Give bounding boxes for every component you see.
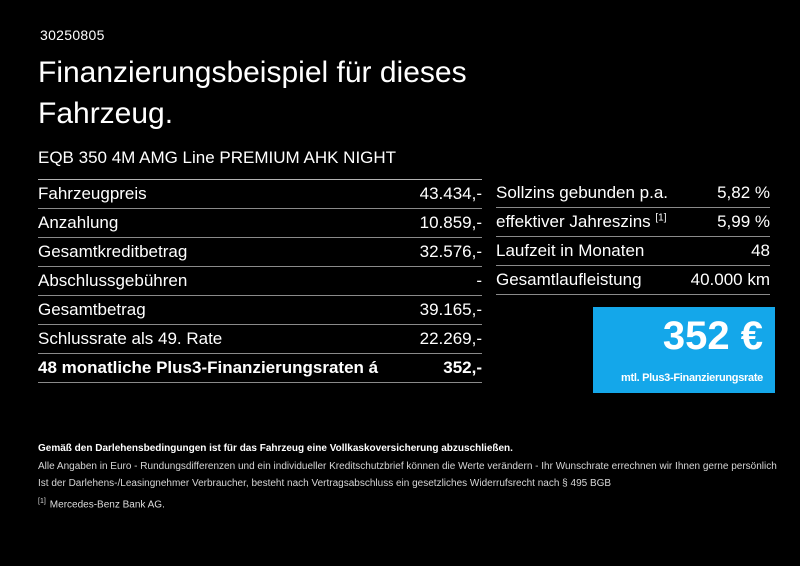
table-row — [38, 180, 482, 209]
monthly-rate-box — [593, 307, 775, 393]
row-label: Anzahlung — [38, 213, 119, 232]
row-value: 10.859,- — [419, 213, 482, 232]
footnote — [38, 498, 165, 510]
page-title — [38, 52, 467, 134]
table-row — [496, 208, 770, 237]
table-row — [38, 267, 482, 296]
table-row-monthly-rate — [38, 354, 482, 383]
table-row — [38, 325, 482, 354]
row-label: Laufzeit in Monaten — [496, 241, 645, 260]
row-label: 48 monatliche Plus3-Finanzierungsraten á — [38, 358, 379, 377]
footer-disclaimer-1: Alle Angaben in Euro - Rundungsdifferenzen und ein individueller Kreditschutzbrief können die Werte verändern - Ihr Wunschrate errechnen wir Ihnen gerne persönlich — [38, 460, 777, 472]
legal-footer — [38, 440, 777, 493]
row-value: 40.000 km — [690, 270, 770, 289]
vehicle-name: EQB 350 4M AMG Line PREMIUM AHK NIGHT — [38, 148, 397, 167]
conditions-table — [496, 179, 770, 295]
finance-table — [38, 179, 482, 383]
row-label: Gesamtbetrag — [38, 300, 146, 319]
monthly-rate-amount: 352 € — [662, 314, 763, 358]
table-row — [38, 296, 482, 325]
table-row — [496, 179, 770, 208]
row-label: Schlussrate als 49. Rate — [38, 329, 223, 348]
row-value: 22.269,- — [419, 329, 482, 348]
page-title-line2: Fahrzeug. — [38, 97, 174, 130]
row-label: Gesamtkreditbetrag — [38, 242, 188, 261]
page-title-line1: Finanzierungsbeispiel für dieses — [38, 56, 467, 89]
row-value: 5,99 % — [717, 212, 770, 231]
table-row — [38, 209, 482, 238]
footer-disclaimer-2: Ist der Darlehens-/Leasingnehmer Verbraucher, besteht nach Vertragsabschluss ein gesetzliches Widerrufsrecht nach § 495 BGB — [38, 478, 612, 489]
row-value: 32.576,- — [419, 242, 482, 261]
row-value: 48 — [751, 241, 770, 260]
row-label: Fahrzeugpreis — [38, 184, 147, 203]
row-value: 5,82 % — [717, 183, 770, 202]
row-label: Gesamtlaufleistung — [496, 270, 642, 289]
row-label: Sollzins gebunden p.a. — [496, 183, 669, 202]
footer-insurance-note: Gemäß den Darlehensbedingungen ist für das Fahrzeug eine Vollkaskoversicherung abzuschließen. — [38, 443, 513, 454]
footnote-marker: [1] — [38, 498, 46, 505]
row-value: - — [476, 271, 482, 290]
document-number: 30250805 — [40, 27, 105, 43]
row-value: 352,- — [443, 358, 482, 377]
table-row — [496, 266, 770, 295]
footnote-text: Mercedes-Benz Bank AG. — [49, 499, 165, 511]
table-row — [38, 238, 482, 267]
row-label: effektiver Jahreszins [1] — [496, 212, 667, 231]
row-value: 43.434,- — [419, 184, 482, 203]
row-value: 39.165,- — [419, 300, 482, 319]
table-row — [496, 237, 770, 266]
row-label: Abschlussgebühren — [38, 271, 188, 290]
footnote-ref: [1] — [655, 212, 667, 224]
monthly-rate-caption: mtl. Plus3-Finanzierungsrate — [621, 372, 763, 384]
